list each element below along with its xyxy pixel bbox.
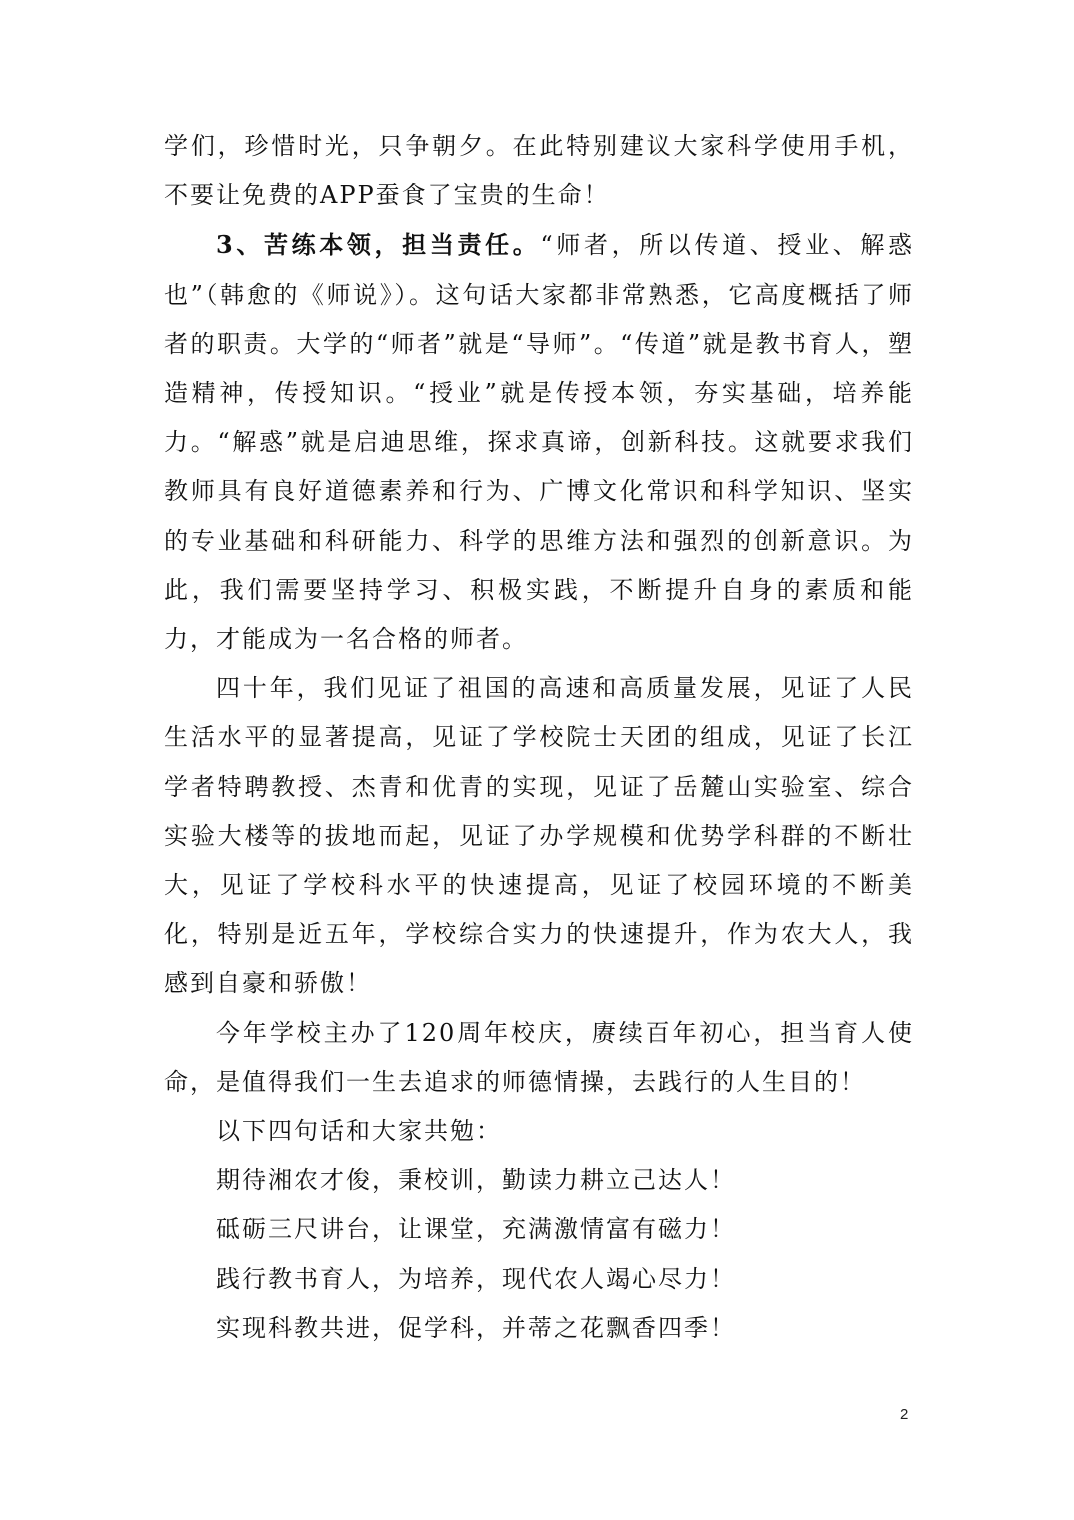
paragraph-text: 四十年，我们见证了祖国的高速和高质量发展，见证了人民生活水平的显著提高，见证了学校院士天团的组成，见证了长江学者特聘教授、杰青和优青的实现，见证了岳麓山实验室、综合实验大楼等的拔地而起，见证了办学规模和优势学科群的不断壮大，见证了学校科水平的快速提高，见证了校园环境的不断美化，特别是近五年，学校综合实力的快速提升，作为农大人，我感到自豪和骄傲！ bbox=[164, 674, 914, 998]
paragraph-anniversary bbox=[164, 1009, 914, 1107]
paragraph-text: 学们，珍惜时光，只争朝夕。在此特别建议大家科学使用手机，不要让免费的APP蚕食了宝贵的生命！ bbox=[164, 132, 914, 210]
paragraph-motto-intro bbox=[164, 1107, 914, 1156]
paragraph-text: 以下四句话和大家共勉： bbox=[216, 1117, 502, 1146]
motto-line: 实现科教共进，促学科，并蒂之花飘香四季！ bbox=[216, 1313, 736, 1342]
motto-line: 砥砺三尺讲台，让课堂，充满激情富有磁力！ bbox=[216, 1215, 736, 1244]
document-body bbox=[164, 122, 914, 1353]
paragraph-continuation bbox=[164, 122, 914, 220]
section-heading: 3、苦练本领，担当责任。 bbox=[216, 230, 541, 260]
paragraph-teacher-duty bbox=[164, 220, 914, 664]
motto-line: 践行教书育人，为培养，现代农人竭心尽力！ bbox=[216, 1264, 736, 1293]
paragraph-text: 今年学校主办了120周年校庆，赓续百年初心，担当育人使命，是值得我们一生去追求的师德情操，去践行的人生目的！ bbox=[164, 1018, 914, 1096]
page-number: 2 bbox=[900, 1406, 909, 1423]
motto-line: 期待湘农才俊，秉校训，勤读力耕立己达人！ bbox=[216, 1166, 736, 1195]
paragraph-text: “师者，所以传道、授业、解惑也”（韩愈的《师说》）。这句话大家都非常熟悉，它高度概括了师者的职责。大学的“师者”就是“导师”。“传道”就是教书育人，塑造精神，传授知识。“授业”就是传授本领，夯实基础，培养能力。“解惑”就是启迪思维，探求真谛，创新科技。这就要求我们教师具有良好道德素养和行为、广博文化常识和科学知识、坚实的专业基础和科研能力、科学的思维方法和强烈的创新意识。为此，我们需要坚持学习、积极实践，不断提升自身的素质和能力，才能成为一名合格的师者。 bbox=[164, 231, 914, 654]
paragraph-forty-years bbox=[164, 664, 914, 1008]
